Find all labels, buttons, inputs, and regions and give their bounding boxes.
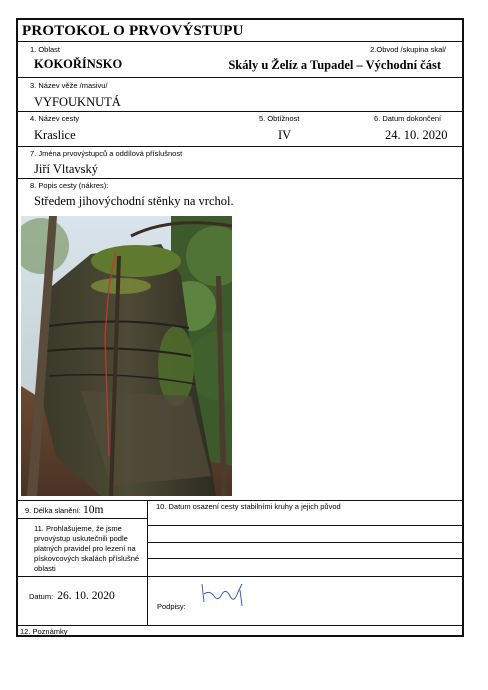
datum-dokonceni-label: 6. Datum dokončení	[374, 114, 442, 123]
obtiznost-label: 5. Obtížnost	[259, 114, 300, 123]
divider	[18, 178, 462, 179]
delka-value: 10m	[82, 504, 104, 516]
vez-label: 3. Název věže /masivu/	[30, 81, 108, 90]
signature-image	[198, 580, 248, 610]
podpis-datum	[29, 586, 115, 604]
popis-value: Středem jihovýchodní stěnky na vrchol.	[34, 194, 234, 208]
form-title: PROTOKOL O PRVOVÝSTUPU	[22, 23, 244, 39]
rock-tower-image	[21, 216, 232, 496]
divider	[147, 525, 462, 526]
divider	[18, 500, 462, 501]
divider	[18, 41, 462, 42]
obvod-label: 2.Obvod /skupina skal/	[370, 45, 446, 54]
divider	[18, 518, 148, 519]
divider	[147, 558, 462, 559]
jmena-label: 7. Jména prvovýstupců a oddílová příslušnost	[30, 149, 183, 158]
cesta-label: 4. Název cesty	[30, 114, 80, 123]
podpis-datum-value: 26. 10. 2020	[57, 590, 115, 602]
obtiznost-value: IV	[278, 128, 292, 142]
osazeni-label: 10. Datum osazení cesty stabilními kruhy a jejich původ	[156, 502, 341, 511]
first-ascent-protocol-form	[16, 18, 464, 637]
prohlaseni-text: 11. Prohlašujeme, že jsme prvovýstup uskutečnili podle platných pravidel pro lezení na pískovcových skalách příslušné oblasti	[34, 524, 140, 573]
divider	[147, 542, 462, 543]
delka-slaneni	[25, 504, 103, 516]
poznamky-label: 12. Poznámky	[20, 627, 68, 636]
oblast-value: KOKOŘÍNSKO	[34, 57, 123, 71]
divider	[18, 77, 462, 78]
divider	[18, 625, 462, 626]
divider	[18, 576, 462, 577]
podpis-datum-label: Datum:	[29, 592, 54, 601]
route-photo	[21, 216, 232, 496]
popis-label: 8. Popis cesty (nákres):	[30, 181, 109, 190]
vez-value: VYFOUKNUTÁ	[34, 95, 121, 109]
datum-dokonceni-value: 24. 10. 2020	[385, 128, 448, 142]
podpisy-label: Podpisy:	[157, 602, 186, 611]
divider	[18, 111, 462, 112]
obvod-value: Skály u Želíz a Tupadel – Východní část	[228, 58, 441, 72]
delka-label: 9. Délka slanění:	[25, 506, 81, 515]
jmena-value: Jiří Vltavský	[34, 162, 99, 176]
oblast-label: 1. Oblast	[30, 45, 61, 54]
divider	[18, 146, 462, 147]
cesta-value: Kraslice	[34, 128, 76, 142]
